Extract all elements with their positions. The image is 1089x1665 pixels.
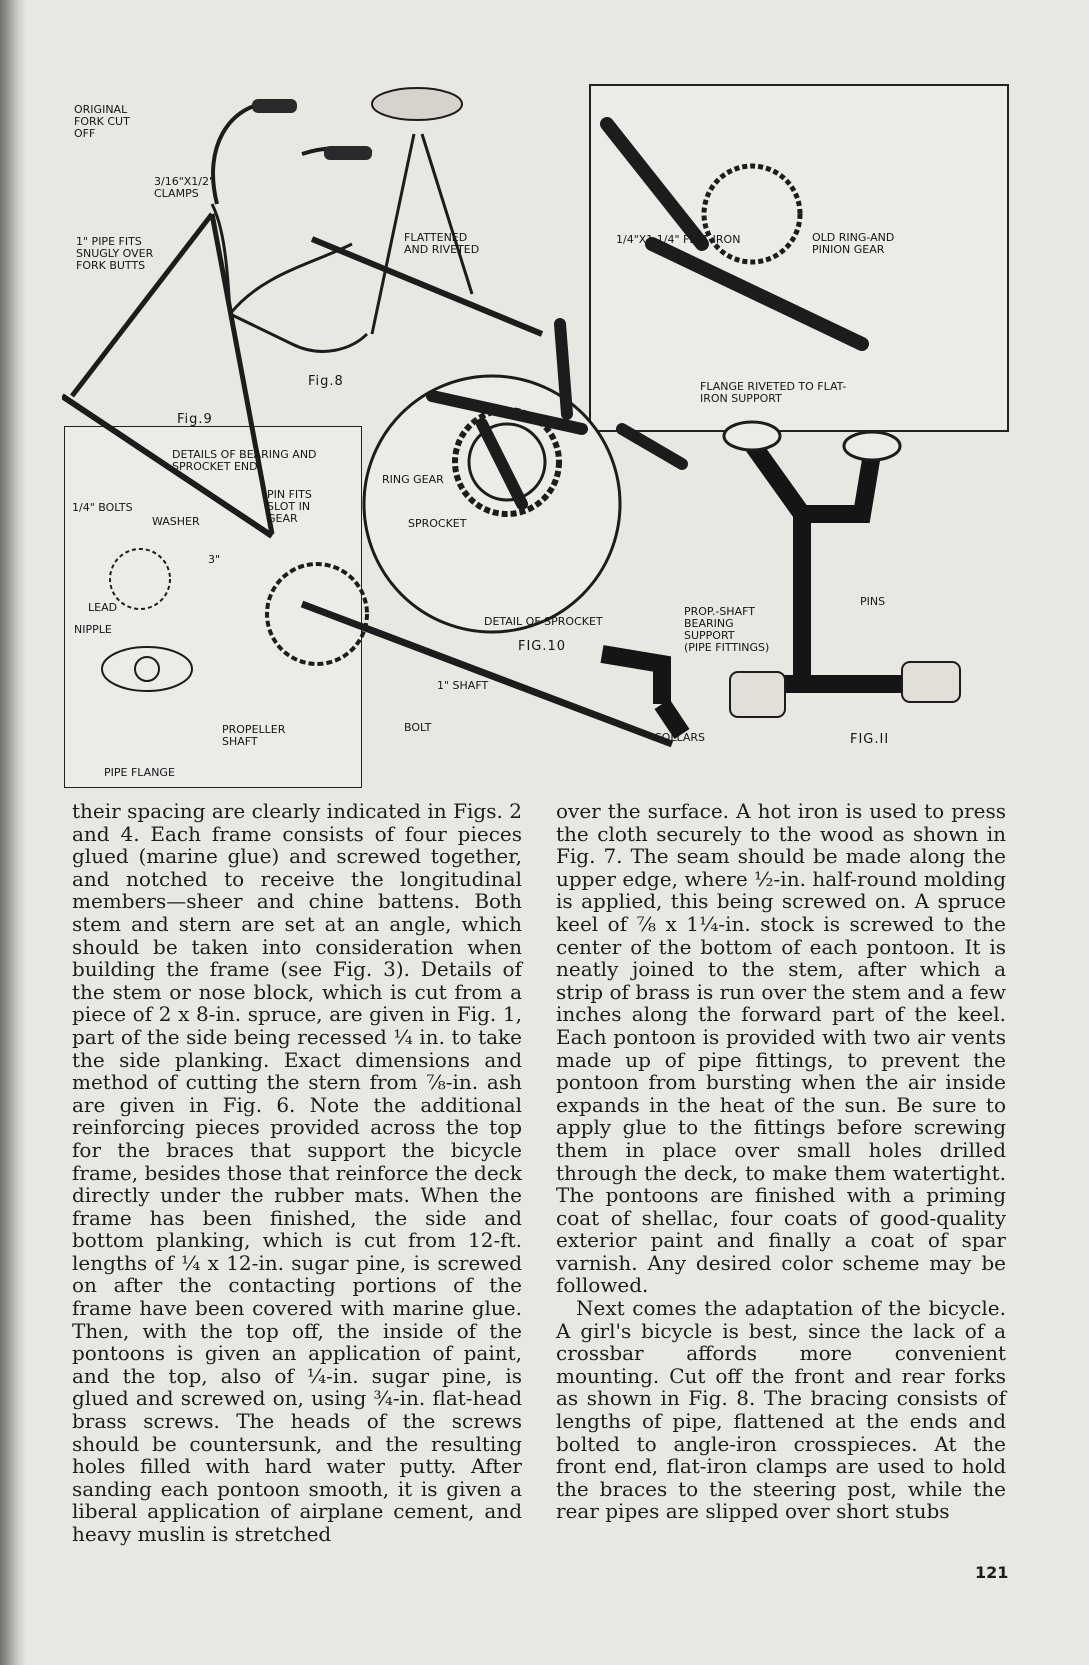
bevel-gear-drawing bbox=[267, 564, 367, 664]
fig9-caption: Fig.9 bbox=[177, 412, 213, 427]
page-binding-shadow bbox=[0, 0, 26, 1665]
fig9-title: DETAILS OF BEARING AND SPROCKET END bbox=[172, 448, 317, 473]
label-pipe-fits: 1" PIPE FITS SNUGLY OVER FORK BUTTS bbox=[76, 235, 154, 272]
fig9-pipe-flange-drawing bbox=[102, 647, 192, 691]
fig11-pinion-gear-drawing bbox=[704, 166, 800, 262]
saddle-drawing bbox=[372, 88, 462, 120]
label-clamps: 3/16"X1/2" CLAMPS bbox=[154, 175, 215, 200]
label-flange-riveted: FLANGE RIVETED TO FLAT- IRON SUPPORT bbox=[700, 380, 847, 405]
body-paragraph: over the surface. A hot iron is used to press the cloth securely to the wood as shown in Fig. 7. The seam should be made along the upper edge, where ½-in. half-round molding is applied, this being screwed on. A spruce keel of ⅞ x 1¼-in. stock is screwed to the center of the bottom of each pontoon. It is neatly joined to the stem, after which a strip of brass is run over the stem and a few inches along the forward part of the keel. Each pontoon is provided with two air vents made up of pipe fittings, to prevent the pontoon from bursting when the air inside expands in the heat of the sun. Be sure to apply glue to the fittings before screwing them in place over small holes drilled through the deck, to make them watertight. The pontoons are finished with a priming coat of shellac, four coats of good-quality exterior paint and finally a coat of spar varnish. Any desired color scheme may be followed. bbox=[556, 799, 1006, 1298]
label-prop-shaft: PROP.-SHAFT BEARING SUPPORT (PIPE FITTINGS) bbox=[684, 605, 770, 654]
label-pipe-flange: PIPE FLANGE bbox=[104, 766, 175, 779]
fig10-caption: FIG.10 bbox=[518, 639, 567, 654]
label-flat-iron: 1/4"X1 1/4" FLAT IRON bbox=[616, 233, 741, 246]
label-pin-fits: PIN FITS SLOT IN GEAR bbox=[267, 488, 312, 525]
shaft-collar-drawing bbox=[902, 662, 960, 702]
handle-grip-right bbox=[324, 146, 372, 160]
fig9-flange-hole bbox=[135, 657, 159, 681]
shaft-end-drawing bbox=[730, 672, 785, 717]
pipe-flange-top-2 bbox=[844, 432, 900, 460]
body-paragraph: Next comes the adaptation of the bicycle. A girl's bicycle is best, since the lack of a crossbar affords more convenient mounting. Cut off the front and rear forks as shown in Fig. 8. The bracing consists of lengths of pipe, flattened at the ends and bolted to angle-iron crosspieces. At the front end, flat-iron clamps are used to hold the braces to the steering post, while the rear pipes are slipped over short stubs bbox=[556, 1296, 1006, 1524]
body-text-left-column bbox=[72, 800, 522, 1546]
label-nipple: NIPPLE bbox=[74, 623, 112, 636]
body-paragraph: their spacing are clearly indicated in Figs. 2 and 4. Each frame consists of four pieces glued (marine glue) and screwed together, and notched to receive the longitudinal members—sheer and chine battens. Both stem and stern are set at an angle, which should be taken into consideration when building the frame (see Fig. 3). Details of the stem or nose block, which is cut from a piece of 2 x 8-in. spruce, are given in Fig. 1, part of the side being recessed ¼ in. to take the side planking. Exact dimensions and method of cutting the stern from ⅞-in. ash are given in Fig. 6. Note the additional reinforcing pieces provided across the top for the braces that support the bicycle frame, besides those that reinforce the deck directly under the rubber mats. When the frame has been finished, the side and bottom planking, which is cut from 12-ft. lengths of ¼ x 12-in. sugar pine, is screwed on after the contacting portions of the frame have been covered with marine glue. Then, with the top off, the inside of the pontoons is given an application of paint, and the top, also of ¼-in. sugar pine, is glued and screwed on, using ¾-in. flat-head brass screws. The heads of the screws should be countersunk, and the resulting holes filled with hard water putty. After sanding each pontoon smooth, it is given a liberal application of airplane cement, and heavy muslin is stretched bbox=[72, 799, 522, 1546]
label-bolt: BOLT bbox=[404, 721, 432, 734]
page-number: 121 bbox=[975, 1563, 1009, 1582]
handle-grip-left bbox=[252, 99, 297, 113]
label-original-fork: ORIGINAL FORK CUT OFF bbox=[74, 103, 130, 140]
label-collars: COLLARS bbox=[654, 731, 705, 744]
fig8-caption: Fig.8 bbox=[308, 374, 344, 389]
pipe-flange-top-1 bbox=[724, 422, 780, 450]
label-lead: LEAD bbox=[88, 601, 118, 614]
label-pins: PINS bbox=[860, 595, 886, 608]
fig11-caption: FIG.II bbox=[850, 732, 890, 747]
body-text-right-column bbox=[556, 800, 1006, 1523]
label-old-ring: OLD RING-AND PINION GEAR bbox=[812, 231, 895, 256]
label-shaft: 1" SHAFT bbox=[437, 679, 489, 692]
illustration-area bbox=[62, 84, 1007, 790]
label-three-in: 3" bbox=[208, 553, 221, 566]
fig10-title: DETAIL OF SPROCKET bbox=[484, 615, 603, 628]
label-flattened: FLATTENED AND RIVETED bbox=[404, 231, 480, 256]
label-sprocket: SPROCKET bbox=[408, 517, 467, 530]
label-propeller-shaft: PROPELLER SHAFT bbox=[222, 723, 286, 748]
label-washer: WASHER bbox=[152, 515, 200, 528]
label-ring-gear: RING GEAR bbox=[382, 473, 444, 486]
fig9-bearing-drawing bbox=[110, 549, 170, 609]
label-bolts: 1/4" BOLTS bbox=[72, 501, 133, 514]
